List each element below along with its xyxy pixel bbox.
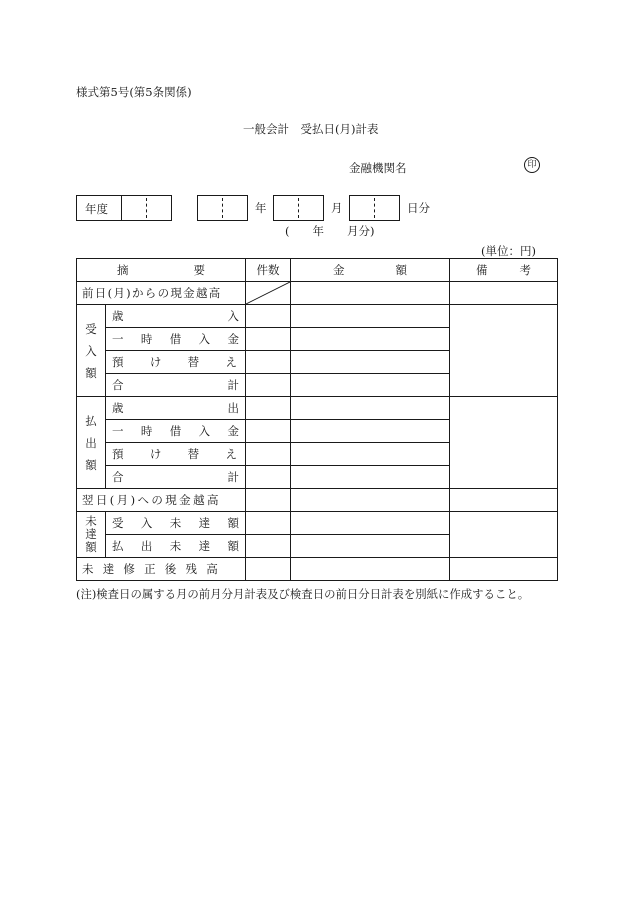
count-cell[interactable] (246, 351, 291, 374)
amount-cell[interactable] (291, 397, 450, 420)
form-number: 様式第5号(第5条関係) (76, 85, 192, 99)
amount-cell[interactable] (291, 466, 450, 489)
remarks-cell[interactable] (450, 512, 558, 558)
table-row (77, 558, 558, 581)
header-remarks: 備 考 (450, 259, 558, 282)
form-title: 一般会計 受払日(月)計表 (243, 122, 379, 136)
remarks-cell[interactable] (450, 282, 558, 305)
receipts-group-label: 受 入 額 (77, 305, 106, 397)
row-label-payment-unreached: 払 出 未 達 額 (106, 535, 246, 558)
count-slash-cell (246, 282, 291, 305)
row-label-temp-borrowing: 一 時 借 入 金 (106, 328, 246, 351)
count-cell[interactable] (246, 397, 291, 420)
unreached-group-label: 未 達 額 (77, 512, 106, 558)
amount-cell[interactable] (291, 512, 450, 535)
amount-cell[interactable] (291, 558, 450, 581)
table-row (77, 282, 558, 305)
fiscal-year-label: 年度 (85, 202, 108, 216)
day-input[interactable] (349, 195, 400, 221)
count-cell[interactable] (246, 466, 291, 489)
header-amount: 金 額 (291, 259, 450, 282)
amount-cell[interactable] (291, 305, 450, 328)
amount-cell[interactable] (291, 489, 450, 512)
next-balance-label: 翌日(月)への現金越高 (77, 489, 246, 512)
table-row (77, 489, 558, 512)
prev-balance-label: 前日(月)からの現金越高 (77, 282, 246, 305)
payments-group-label: 払 出 額 (77, 397, 106, 489)
amount-cell[interactable] (291, 328, 450, 351)
footnote: (注)検査日の属する月の前月分月計表及び検査日の前日分日計表を別紙に作成すること。 (76, 587, 530, 601)
remarks-cell[interactable] (450, 305, 558, 397)
bank-name-label: 金融機関名 (349, 161, 407, 175)
row-label-transfer: 預 け 替 え (106, 351, 246, 374)
daily-statement-table (76, 258, 558, 581)
period-subnote: ( 年 月分) (285, 224, 375, 238)
count-cell[interactable] (246, 512, 291, 535)
count-cell[interactable] (246, 558, 291, 581)
amount-cell[interactable] (291, 443, 450, 466)
table-row (77, 305, 558, 328)
header-summary: 摘 要 (77, 259, 246, 282)
count-cell[interactable] (246, 443, 291, 466)
table-row (77, 512, 558, 535)
remarks-cell[interactable] (450, 558, 558, 581)
row-label-transfer: 預 け 替 え (106, 443, 246, 466)
month-input[interactable] (273, 195, 324, 221)
count-cell[interactable] (246, 535, 291, 558)
year-label: 年 (255, 201, 267, 215)
year-input[interactable] (197, 195, 248, 221)
final-balance-label: 未達修正後残高 (77, 558, 246, 581)
seal-text: 印 (527, 160, 537, 170)
amount-cell[interactable] (291, 420, 450, 443)
remarks-cell[interactable] (450, 489, 558, 512)
count-cell[interactable] (246, 305, 291, 328)
amount-cell[interactable] (291, 374, 450, 397)
row-label-total: 合 計 (106, 374, 246, 397)
seal-icon (524, 157, 540, 173)
header-count: 件数 (246, 259, 291, 282)
count-cell[interactable] (246, 489, 291, 512)
count-cell[interactable] (246, 328, 291, 351)
amount-cell[interactable] (291, 282, 450, 305)
amount-cell[interactable] (291, 535, 450, 558)
row-label-total: 合 計 (106, 466, 246, 489)
header-row (77, 259, 558, 282)
unit-label: (単位：円) (481, 244, 536, 258)
row-label-temp-borrowing: 一 時 借 入 金 (106, 420, 246, 443)
table-row (77, 397, 558, 420)
day-portion-label: 日分 (407, 201, 430, 215)
row-label-revenue: 歳 入 (106, 305, 246, 328)
amount-cell[interactable] (291, 351, 450, 374)
remarks-cell[interactable] (450, 397, 558, 489)
row-label-expenditure: 歳 出 (106, 397, 246, 420)
row-label-receipt-unreached: 受 入 未 達 額 (106, 512, 246, 535)
month-label: 月 (331, 201, 343, 215)
fiscal-year-field[interactable] (76, 195, 172, 221)
count-cell[interactable] (246, 420, 291, 443)
count-cell[interactable] (246, 374, 291, 397)
